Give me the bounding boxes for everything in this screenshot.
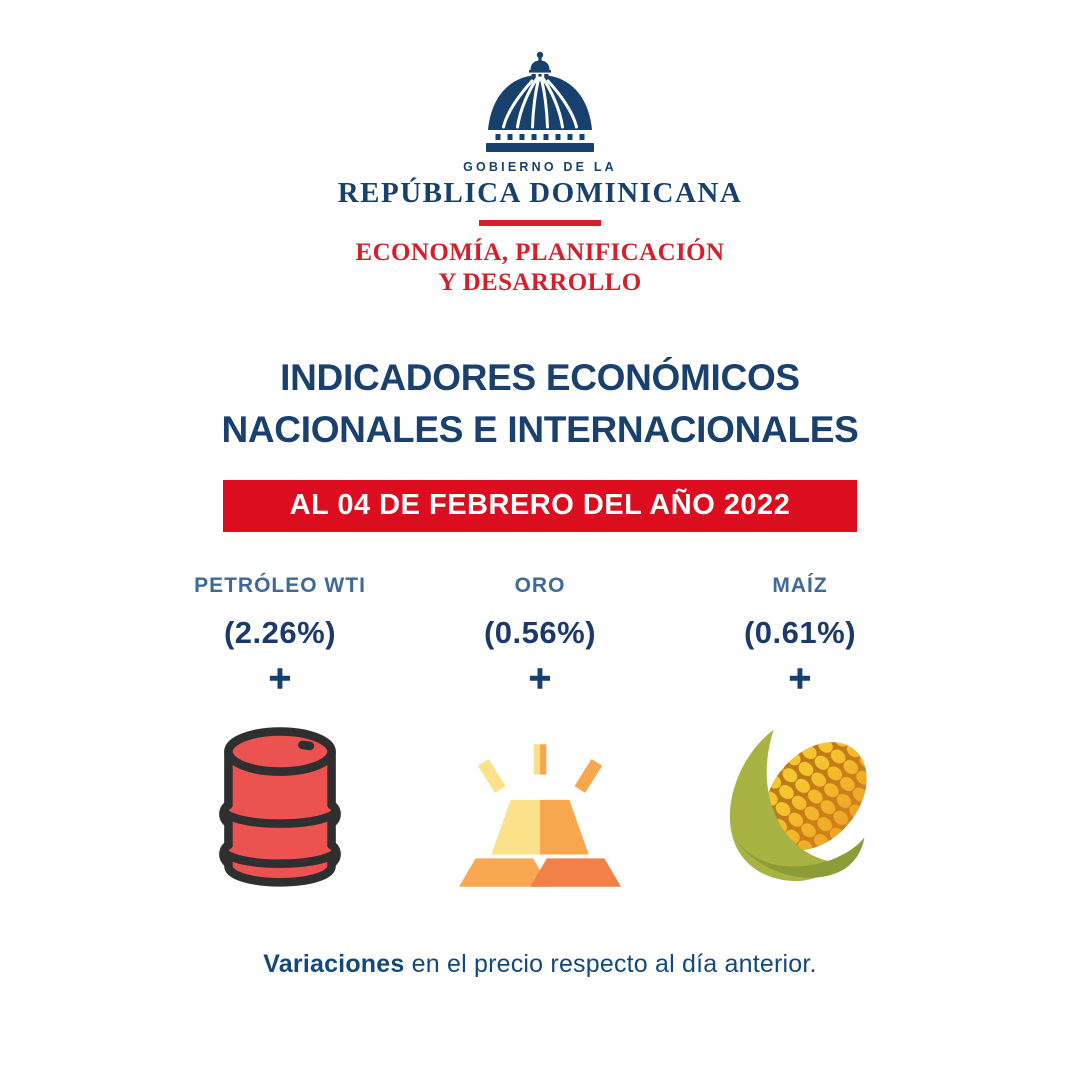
indicator-icon-wrap <box>410 710 670 888</box>
oil-barrel-icon <box>217 722 343 888</box>
date-banner-text: AL 04 DE FEBRERO DEL AÑO 2022 <box>289 489 791 522</box>
ministry-line2: Y DESARROLLO <box>438 269 642 296</box>
capitol-dome-icon <box>478 50 602 154</box>
footnote-bold: Variaciones <box>263 949 405 978</box>
government-name: REPÚBLICA DOMINICANA <box>337 177 743 209</box>
indicator-petroleo-wti <box>150 574 410 888</box>
ministry-name <box>0 238 1080 298</box>
corn-icon <box>718 720 882 888</box>
government-logo-block <box>0 0 1080 298</box>
indicator-icon-wrap <box>150 710 410 888</box>
government-label: GOBIERNO DE LA <box>463 160 617 174</box>
footnote-rest: en el precio respecto al día anterior. <box>404 949 817 978</box>
plus-icon: + <box>267 660 293 696</box>
plus-icon: + <box>787 660 813 696</box>
footnote <box>0 950 1080 979</box>
indicator-maiz <box>670 574 930 888</box>
indicator-oro <box>410 574 670 888</box>
page-title-line1: INDICADORES ECONÓMICOS <box>280 357 800 398</box>
red-divider <box>479 220 601 226</box>
indicator-value: (0.61%) <box>743 614 857 650</box>
date-banner <box>223 480 857 532</box>
indicators-row <box>150 574 930 888</box>
ministry-line1: ECONOMÍA, PLANIFICACIÓN <box>355 239 725 266</box>
indicator-label: ORO <box>514 573 566 597</box>
indicator-label: PETRÓLEO WTI <box>194 573 366 597</box>
indicator-icon-wrap <box>670 710 930 888</box>
indicator-value: (0.56%) <box>483 614 597 650</box>
page-title <box>0 352 1080 456</box>
plus-icon: + <box>527 660 553 696</box>
gold-bars-icon <box>459 741 621 888</box>
page-title-line2: NACIONALES E INTERNACIONALES <box>221 408 859 450</box>
indicator-value: (2.26%) <box>223 614 337 650</box>
indicator-label: MAÍZ <box>772 573 828 597</box>
